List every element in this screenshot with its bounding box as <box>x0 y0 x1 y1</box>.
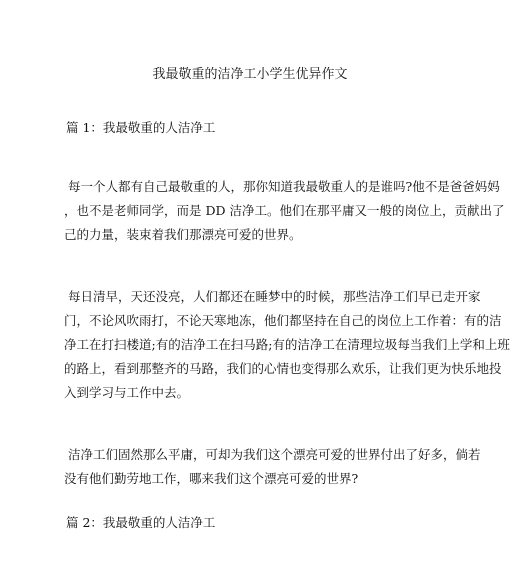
document-title: 我最敬重的洁净工小学生优异作文 <box>152 67 348 82</box>
paragraph-2-line: 每日清早，天还没亮，人们都还在睡梦中的时候，那些洁净工们早已走开家 <box>68 289 481 304</box>
paragraph-3-line: 洁净工们固然那么平庸，可却为我们这个漂亮可爱的世界付出了好多，倘若 <box>68 447 481 462</box>
paragraph-2-line: 入到学习与工作中去。 <box>64 385 190 400</box>
section-2-heading: 篇 2：我最敬重的人洁净工 <box>66 515 216 530</box>
paragraph-1 <box>64 175 505 247</box>
section-1-heading: 篇 1：我最敬重的人洁净工 <box>66 120 216 135</box>
paragraph-2-line: 净工在打扫楼道;有的洁净工在扫马路;有的洁净工在清理垃圾每当我们上学和上班 <box>64 337 510 352</box>
paragraph-2 <box>64 285 510 405</box>
paragraph-1-line: 己的力量，装束着我们那漂亮可爱的世界。 <box>64 227 302 242</box>
paragraph-1-line: ，也不是老师同学，而是 DD 洁净工。他们在那平庸又一般的岗位上，贡献出了 <box>64 203 505 218</box>
paragraph-3 <box>64 443 481 491</box>
paragraph-3-line: 没有他们勤劳地工作，哪来我们这个漂亮可爱的世界? <box>64 471 359 486</box>
paragraph-1-line: 每一个人都有自己最敬重的人，那你知道我最敬重人的是谁吗?他不是爸爸妈妈 <box>68 179 500 194</box>
paragraph-2-line: 的路上，看到那整齐的马路，我们的心情也变得那么欢乐，让我们更为快乐地投 <box>64 361 502 376</box>
paragraph-2-line: 门，不论风吹雨打，不论天寒地冻，他们都坚持在自己的岗位上工作着：有的洁 <box>64 313 502 328</box>
